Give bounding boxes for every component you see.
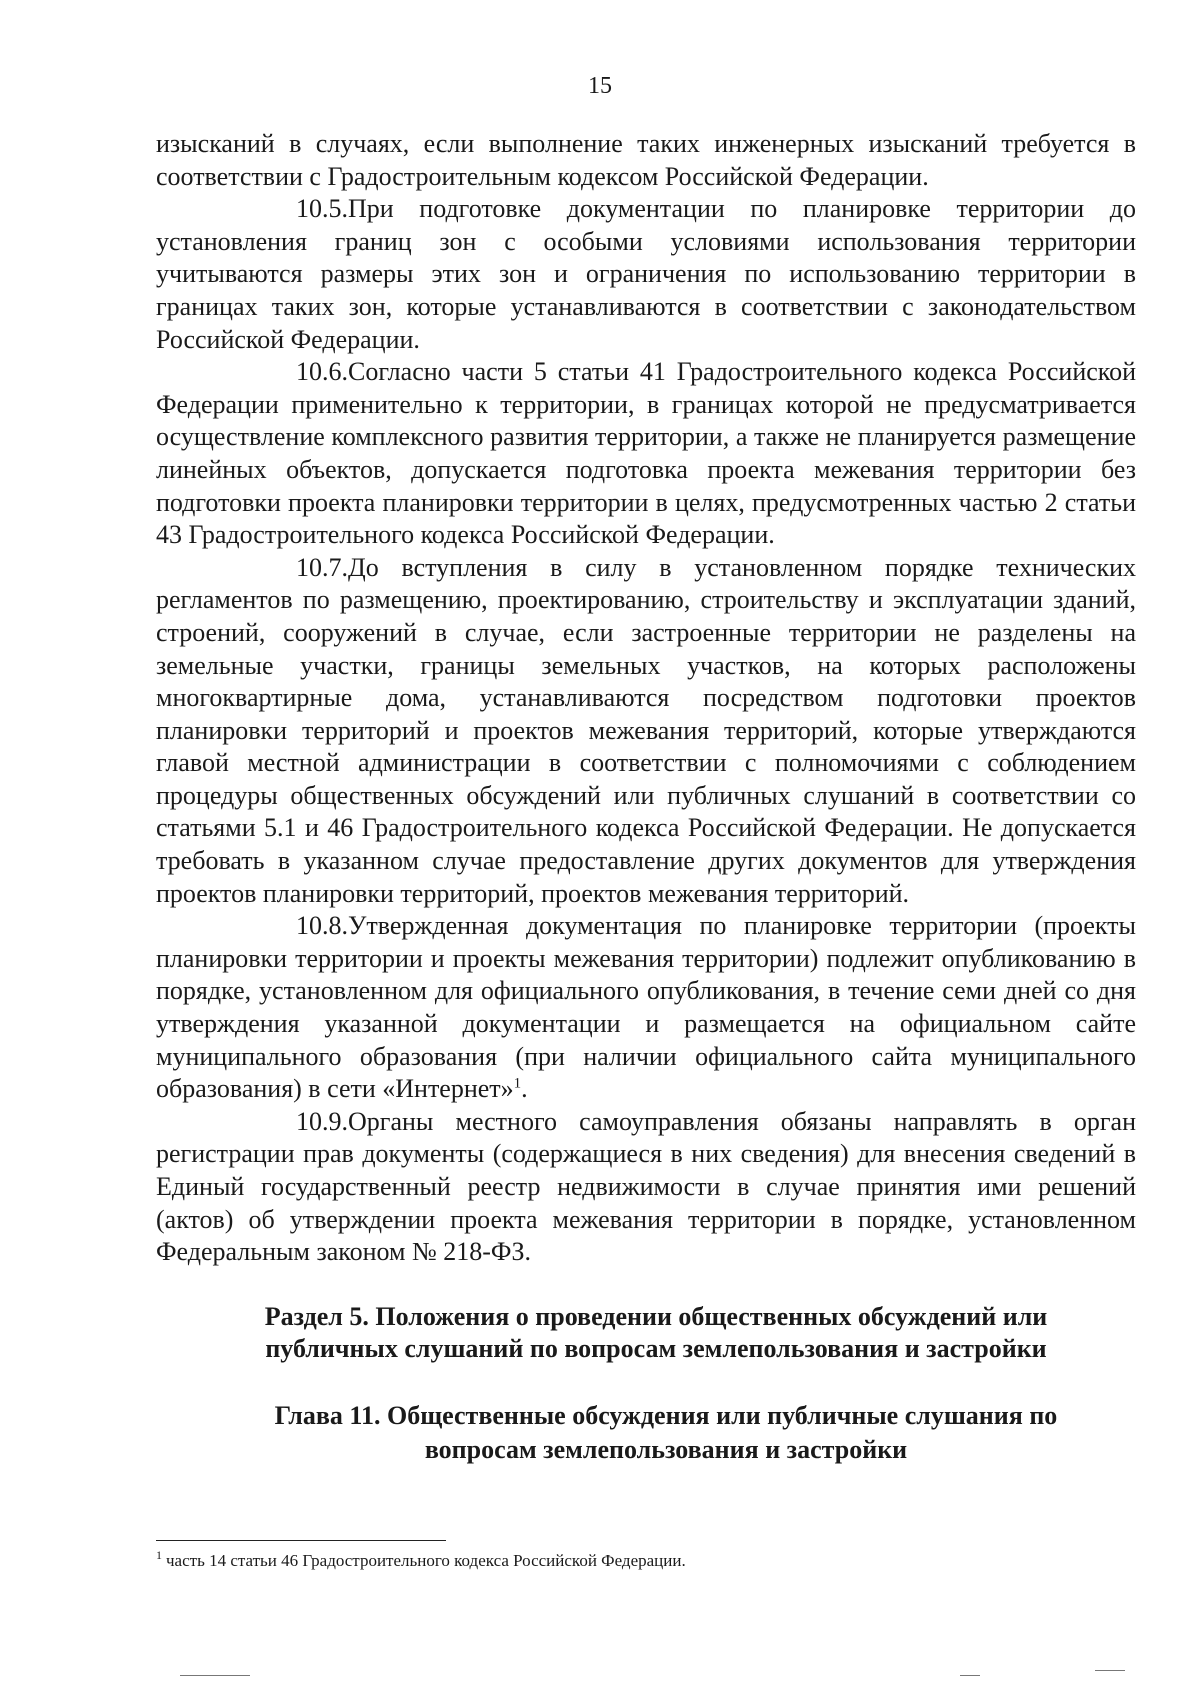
scan-artifact — [960, 1675, 980, 1676]
footnote-text: часть 14 статьи 46 Градостроительного кодекса Российской Федерации. — [166, 1551, 686, 1570]
scan-artifact — [180, 1675, 250, 1676]
paragraph-text: Утвержденная документация по планировке территории (проекты планировки территории и проекты межевания территории) подлежит опубликованию в порядке, установленном для официального опубликования, в течение семи дней со дня утверждения указанной документации и размещается на официальном сайте муниципального образования (при наличии официального сайта муниципального образования) в сети «Интернет» — [156, 911, 1136, 1104]
footnote-mark: 1 — [156, 1548, 162, 1563]
footnote-reference[interactable]: 1 — [513, 1075, 522, 1092]
paragraph-number: 10.7. — [296, 552, 348, 582]
scan-artifact — [1095, 1670, 1125, 1671]
paragraph-tail: . — [521, 1074, 528, 1104]
paragraph-number: 10.8. — [296, 911, 348, 941]
paragraph-number: 10.6. — [296, 357, 348, 387]
paragraph-text: При подготовке документации по планировке территории до установления границ зон с особыми условиями использования территории учитываются размеры этих зон и ограничения по использованию территории в границах таких зон, которые устанавливаются в соответствии с законодательством Российской Федерации. — [156, 194, 1136, 354]
section-heading-line: публичных слушаний по вопросам землепользования и застройки — [265, 1333, 1047, 1363]
paragraph-number: 10.5. — [296, 194, 348, 224]
chapter-heading-line: вопросам землепользования и застройки — [424, 1434, 908, 1464]
footnote — [156, 1550, 1136, 1572]
paragraph-number: 10.9. — [296, 1106, 348, 1136]
footnote-separator — [156, 1540, 446, 1541]
paragraph-text: До вступления в силу в установленном порядке технических регламентов по размещению, проектированию, строительству и эксплуатации зданий, строений, сооружений в случае, если застроенные территории не разделены на земельные участки, границы земельных участков, на которых расположены многоквартирные дома, устанавливаются посредством подготовки проектов планировки территорий и проектов межевания территорий, которые утверждаются главой местной администрации в соответствии с полномочиями с соблюдением процедуры общественных обсуждений или публичных слушаний в соответствии со статьями 5.1 и 46 Градостроительного кодекса Российской Федерации. Не допускается требовать в указанном случае предоставление других документов для утверждения проектов планировки территорий, проектов межевания территорий. — [156, 552, 1136, 908]
paragraph-10-7 — [156, 552, 1136, 911]
paragraph-10-6 — [156, 356, 1136, 552]
page-number: 15 — [588, 73, 612, 99]
paragraph-continuation: изысканий в случаях, если выполнение таких инженерных изысканий требуется в соответствии с Градостроительным кодексом Российской Федерации. — [156, 129, 1136, 191]
paragraph-10-9 — [156, 1106, 1136, 1269]
chapter-heading — [156, 1399, 1136, 1467]
section-heading-line: Раздел 5. Положения о проведении общественных обсуждений или — [264, 1301, 1048, 1331]
paragraph-10-8 — [156, 910, 1136, 1106]
chapter-heading-line: Глава 11. Общественные обсуждения или публичные слушания по — [274, 1400, 1058, 1430]
paragraph-text: Органы местного самоуправления обязаны направлять в орган регистрации прав документы (содержащиеся в них сведения) для внесения сведений в Единый государственный реестр недвижимости в случае принятия ими решений (актов) об утверждении проекта межевания территории в порядке, установленном Федеральным законом № 218-ФЗ. — [156, 1106, 1136, 1267]
document-body — [156, 128, 1136, 1467]
paragraph-10-5 — [156, 193, 1136, 356]
section-heading — [156, 1301, 1136, 1365]
paragraph-text: Согласно части 5 статьи 41 Градостроительного кодекса Российской Федерации применительно к территории, в границах которой не предусматривается осуществление комплексного развития территории, а также не планируется размещение линейных объектов, допускается подготовка проекта межевания территории без подготовки проекта планировки территории в целях, предусмотренных частью 2 статьи 43 Градостроительного кодекса Российской Федерации. — [156, 357, 1136, 550]
